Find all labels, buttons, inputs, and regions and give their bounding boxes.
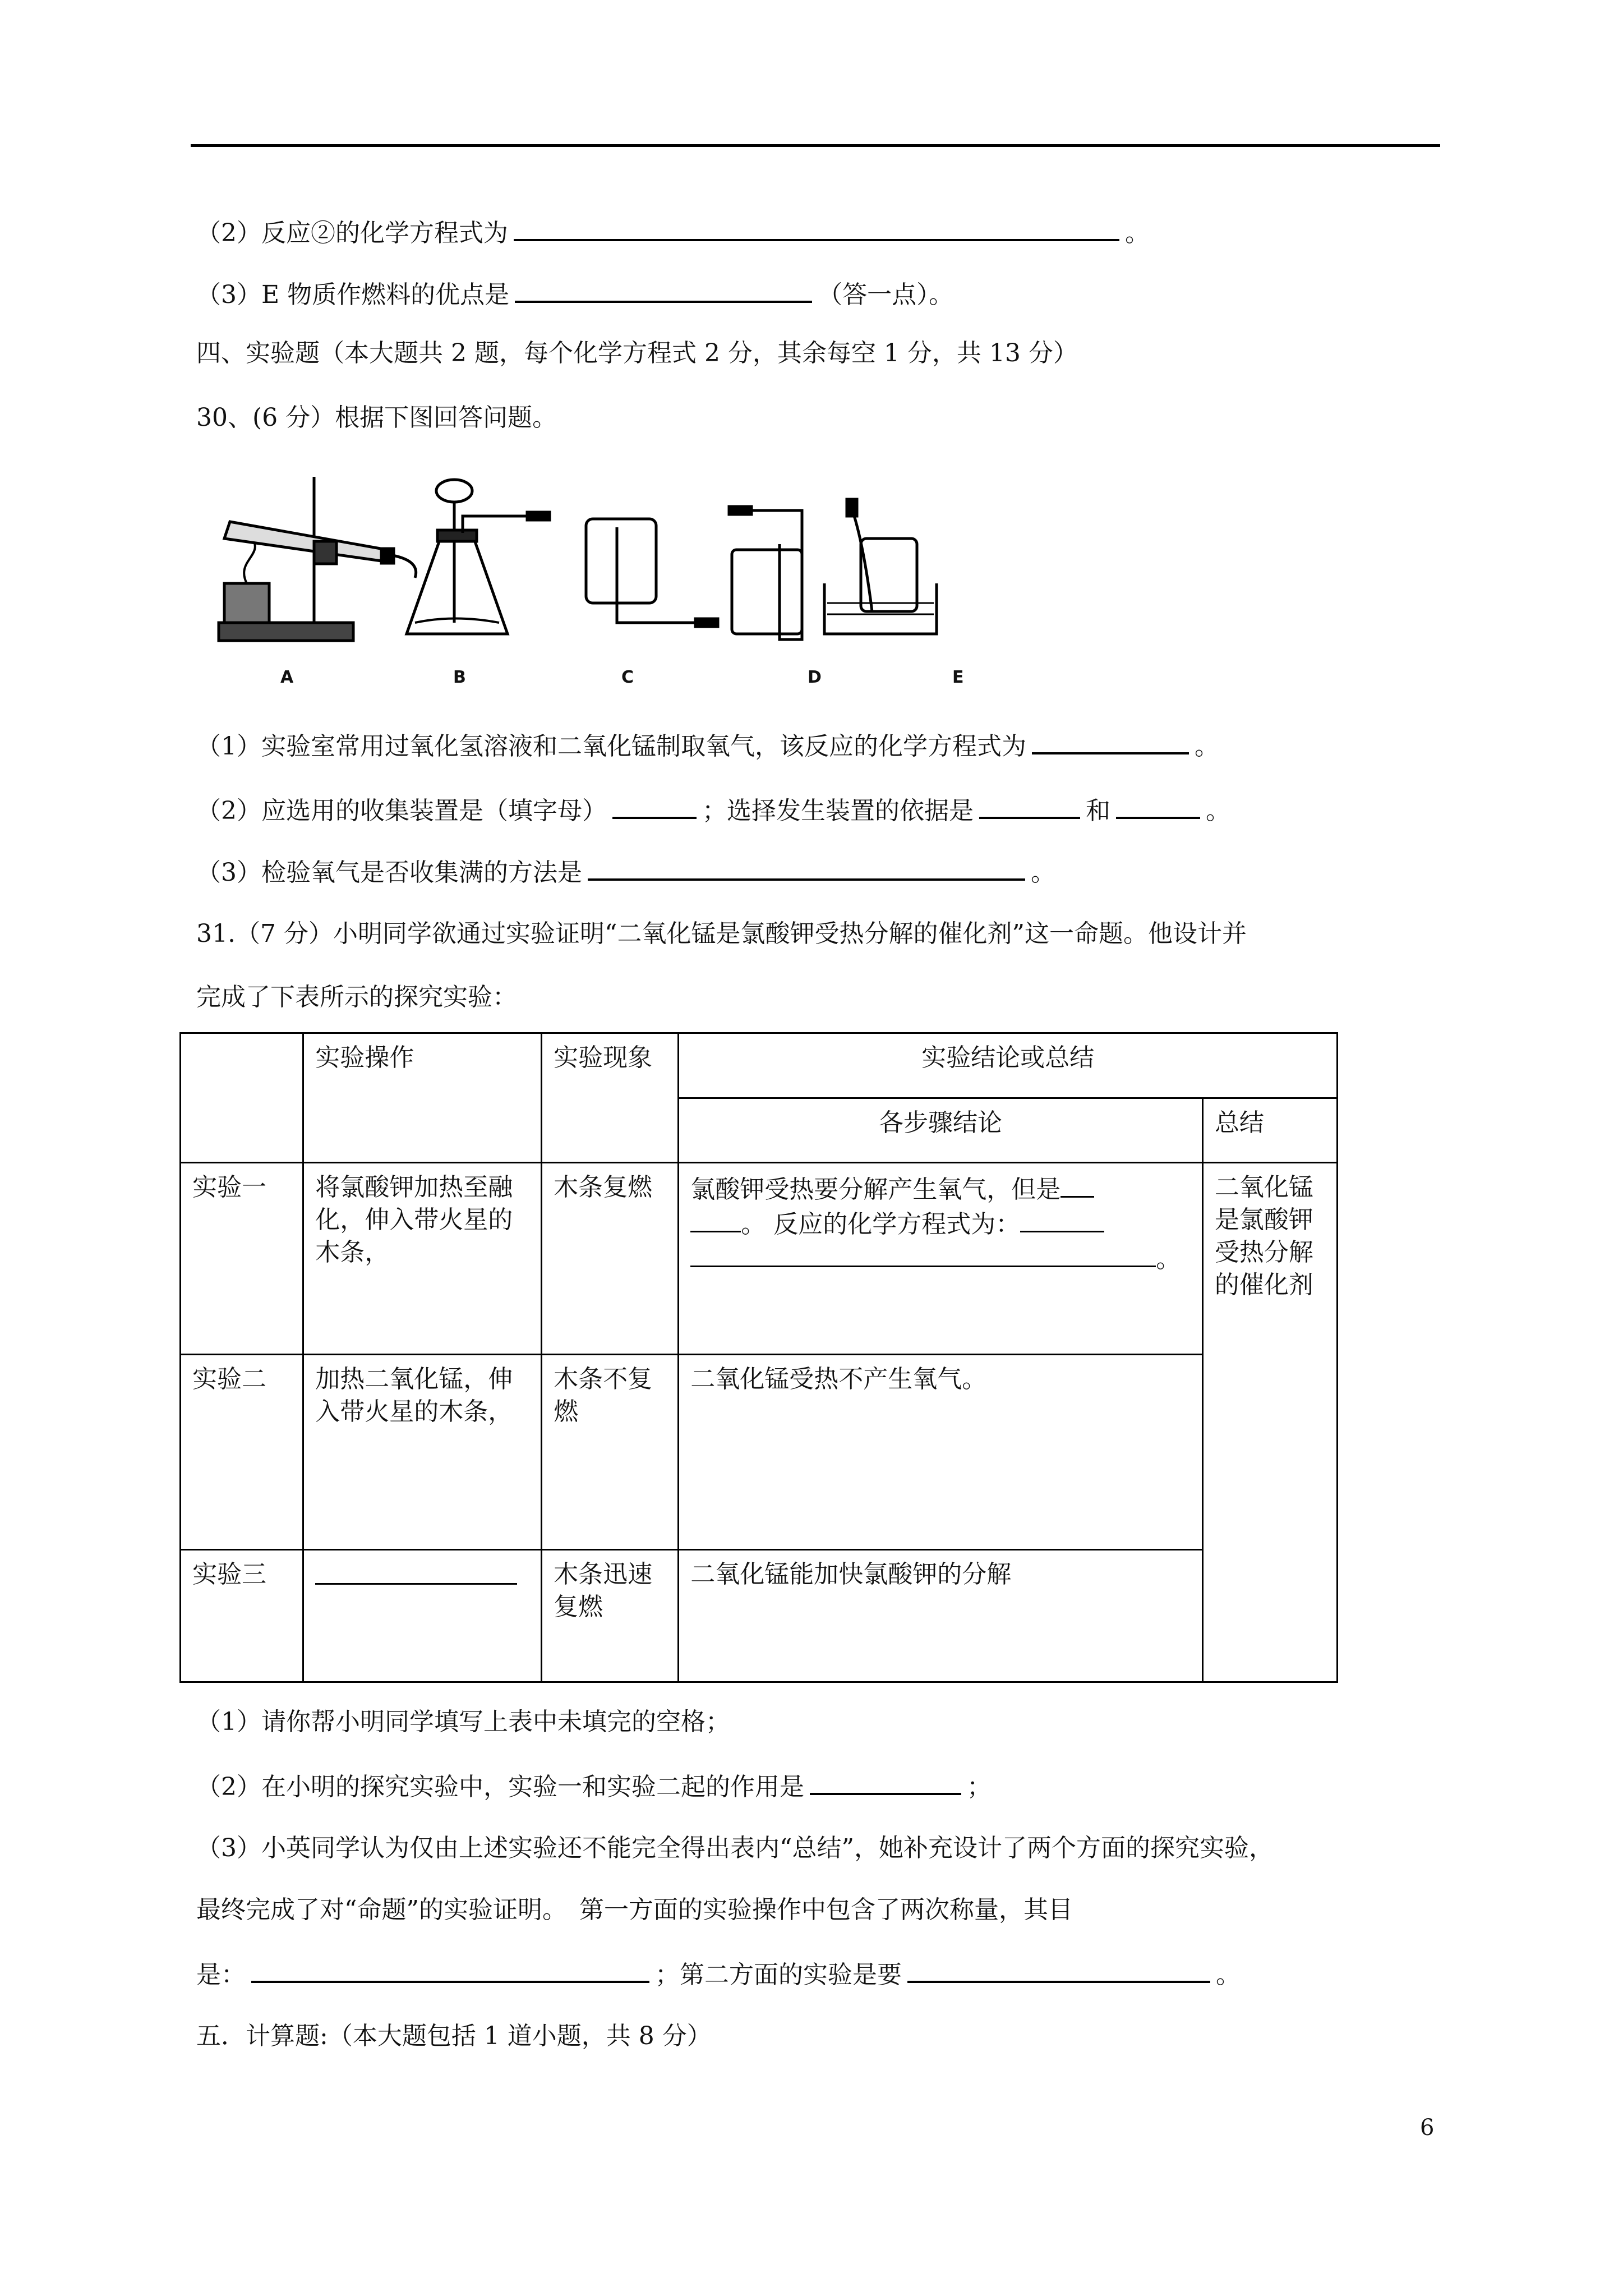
q30-2-text-c: 和 <box>1086 797 1110 825</box>
q31-3-text-b: ；第二方面的实验是要 <box>655 1961 902 1989</box>
question-31-sub3-line3 <box>196 1955 1241 1992</box>
q29-2-end: 。 <box>1125 219 1150 247</box>
table-row <box>181 1549 1338 1682</box>
q29-3-end: （答一点）。 <box>818 280 954 309</box>
q30-2-blank-1[interactable] <box>612 791 697 819</box>
row2-phenomenon: 木条不复燃 <box>542 1355 679 1549</box>
question-29-3 <box>196 275 953 312</box>
row3-operation-blank[interactable] <box>315 1558 517 1585</box>
q31-2-end: ； <box>967 1773 992 1801</box>
table-header-row <box>181 1033 1338 1098</box>
row1-conclusion-end: 。 <box>1156 1245 1181 1274</box>
apparatus-label-e: E <box>952 668 964 687</box>
q31-3-blank-1[interactable] <box>251 1955 649 1983</box>
q30-1-blank[interactable] <box>1032 726 1189 754</box>
q31-3-blank-2[interactable] <box>907 1955 1210 1983</box>
q29-2-text: （2）反应②的化学方程式为 <box>196 219 508 247</box>
question-31-sub3-line2: 最终完成了对“命题”的实验证明。 第一方面的实验操作中包含了两次称量，其目 <box>196 1895 1073 1924</box>
header-empty-cell <box>181 1033 303 1163</box>
q30-3-text: （3）检验氧气是否收集满的方法是 <box>196 858 582 887</box>
q31-2-blank[interactable] <box>810 1767 961 1795</box>
apparatus-e <box>824 499 937 634</box>
question-31-sub1: （1）请你帮小明同学填写上表中未填完的空格； <box>196 1708 730 1736</box>
row1-conclusion-text-a: 氯酸钾受热要分解产生氧气，但是 <box>690 1175 1061 1204</box>
page-number: 6 <box>1420 2115 1435 2141</box>
row1-phenomenon: 木条复燃 <box>542 1163 679 1355</box>
q30-2-text-b: ；选择发生装置的依据是 <box>702 797 974 825</box>
q31-2-text: （2）在小明的探究实验中，实验一和实验二起的作用是 <box>196 1773 804 1801</box>
section-4-title: 四、实验题（本大题共 2 题，每个化学方程式 2 分，其余每空 1 分，共 13 分） <box>196 339 1078 367</box>
q30-3-blank[interactable] <box>588 853 1025 881</box>
q30-2-blank-3[interactable] <box>1116 791 1200 819</box>
q30-1-end: 。 <box>1195 732 1219 761</box>
row1-blank-3[interactable] <box>1020 1206 1104 1232</box>
question-31-line1: 31.（7 分）小明同学欲通过实验证明“二氧化锰是氯酸钾受热分解的催化剂”这一命题。他设计并 <box>196 919 1247 948</box>
row1-operation: 将氯酸钾加热至融化，伸入带火星的木条， <box>303 1163 542 1355</box>
question-30-1 <box>196 726 1219 763</box>
question-30-3 <box>196 853 1055 890</box>
q29-2-blank[interactable] <box>514 213 1119 241</box>
apparatus-label-a: A <box>280 668 294 687</box>
q30-2-text-a: （2）应选用的收集装置是（填字母） <box>196 797 607 825</box>
q30-2-end: 。 <box>1206 797 1230 825</box>
row1-blank-1[interactable] <box>1061 1171 1094 1198</box>
header-conclusion: 实验结论或总结 <box>679 1033 1338 1098</box>
q29-3-text: （3）E 物质作燃料的优点是 <box>196 280 510 309</box>
row1-name: 实验一 <box>181 1163 303 1355</box>
section-5-title: 五．计算题:（本大题包括 1 道小题，共 8 分） <box>196 2022 712 2050</box>
row2-name: 实验二 <box>181 1355 303 1549</box>
apparatus-label-d: D <box>808 668 822 687</box>
row1-blank-2[interactable] <box>690 1206 741 1232</box>
row2-conclusion: 二氧化锰受热不产生氧气。 <box>679 1355 1203 1549</box>
apparatus-b <box>407 480 550 634</box>
apparatus-figure <box>213 477 1043 696</box>
header-summary: 总结 <box>1202 1098 1337 1163</box>
row1-conclusion-text-b: 。 反应的化学方程式为： <box>741 1210 1021 1239</box>
question-30-title: 30、(6 分）根据下图回答问题。 <box>196 403 557 432</box>
q31-3-end: 。 <box>1216 1961 1241 1989</box>
question-30-2 <box>196 791 1230 828</box>
header-operation: 实验操作 <box>303 1033 542 1163</box>
q30-1-text: （1）实验室常用过氧化氢溶液和二氧化锰制取氧气，该反应的化学方程式为 <box>196 732 1026 761</box>
question-31-sub3-line1: （3）小英同学认为仅由上述实验还不能完全得出表内“总结”，她补充设计了两个方面的探究实验， <box>196 1834 1274 1862</box>
table-row <box>181 1355 1338 1549</box>
row3-name: 实验三 <box>181 1549 303 1682</box>
experiment-table <box>179 1032 1338 1683</box>
header-rule <box>191 144 1440 147</box>
header-step-conclusion: 各步骤结论 <box>679 1098 1203 1163</box>
row1-conclusion <box>679 1163 1203 1355</box>
apparatus-a <box>219 477 416 641</box>
apparatus-d <box>729 507 802 639</box>
q31-3-text-a: 是： <box>196 1961 246 1989</box>
question-31-sub2 <box>196 1767 992 1804</box>
row3-operation <box>303 1549 542 1682</box>
summary-cell: 二氧化锰是氯酸钾受热分解的催化剂 <box>1202 1163 1337 1682</box>
question-29-2 <box>196 213 1150 250</box>
q30-2-blank-2[interactable] <box>979 791 1080 819</box>
apparatus-label-c: C <box>621 668 634 687</box>
row3-phenomenon: 木条迅速复燃 <box>542 1549 679 1682</box>
row1-blank-4[interactable] <box>690 1241 1156 1267</box>
header-phenomenon: 实验现象 <box>542 1033 679 1163</box>
question-31-line2: 完成了下表所示的探究实验： <box>196 983 517 1011</box>
row3-conclusion: 二氧化锰能加快氯酸钾的分解 <box>679 1549 1203 1682</box>
apparatus-label-b: B <box>453 668 466 687</box>
apparatus-c <box>586 519 718 627</box>
q29-3-blank[interactable] <box>515 275 812 303</box>
row2-operation: 加热二氧化锰，伸入带火星的木条， <box>303 1355 542 1549</box>
table-row <box>181 1163 1338 1355</box>
q30-3-end: 。 <box>1031 858 1055 887</box>
